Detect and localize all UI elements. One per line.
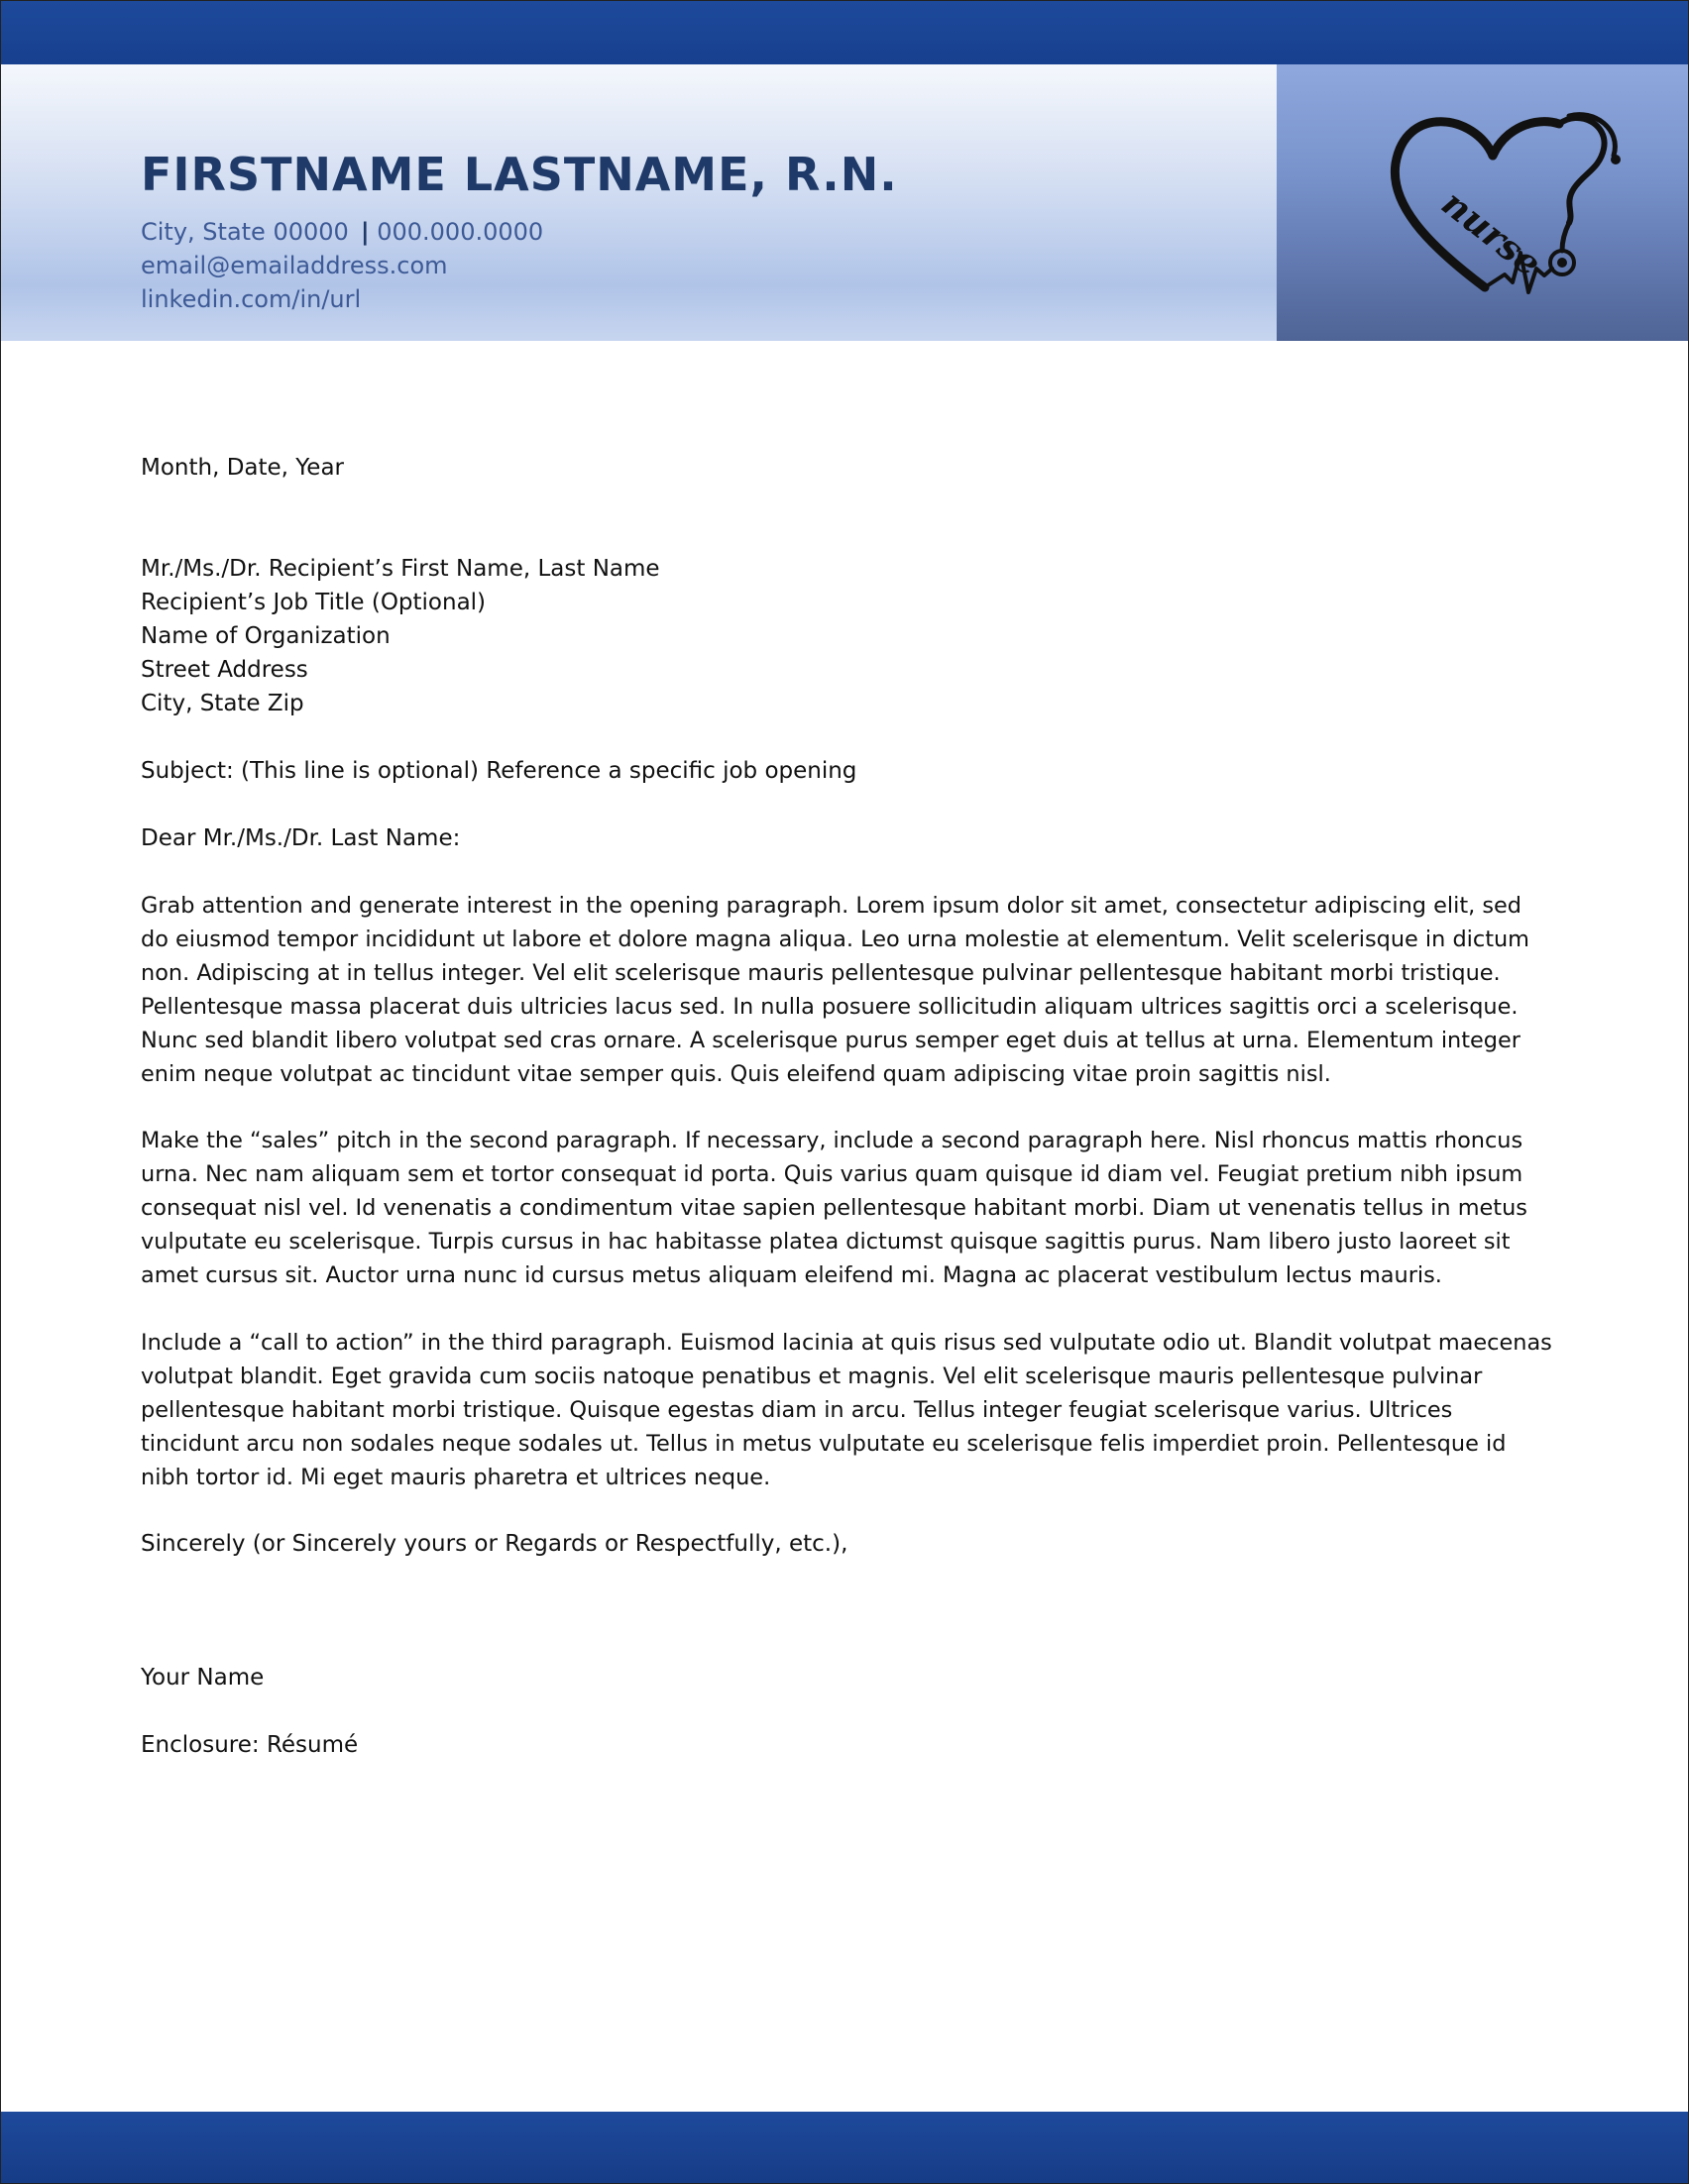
heart-stethoscope-icon [1366,94,1624,312]
top-accent-bar [1,1,1688,64]
logo-panel [1277,64,1688,341]
recipient-street: Street Address [141,657,308,683]
recipient-city: City, State Zip [141,691,304,716]
paragraph-line: Nunc sed blandit libero volutpat sed cras ornare. A scelerisque purus semper eget duis at tellus at urna. Elementum integer [141,1028,1520,1053]
paragraph-line: tincidunt arcu non sodales neque sodales ut. Tellus in metus vulputate eu scelerisque felis imperdiet proin. Pellentesque id [141,1431,1507,1457]
paragraph-line: Pellentesque massa placerat duis ultricies lacus sed. In nulla posuere sollicitudin aliquam ultrices sagittis orci a scelerisque. [141,994,1519,1020]
paragraph-line: vulputate eu scelerisque. Turpis cursus in hac habitasse platea dictumst quisque sagittis purus. Nam libero justo laoreet sit [141,1229,1511,1255]
phone-text: 000.000.0000 [377,218,544,246]
email-link[interactable]: email@emailaddress.com [141,252,448,279]
paragraph-line: Grab attention and generate interest in the opening paragraph. Lorem ipsum dolor sit amet, consectetur adipiscing elit, sed [141,893,1521,919]
paragraph-line: Make the “sales” pitch in the second paragraph. If necessary, include a second paragraph here. Nisl rhoncus mattis rhoncus [141,1128,1523,1153]
paragraph-line: enim neque volutpat ac tincidunt vitae semper quis. Quis eleifend quam adipiscing vitae proin sagittis nisl. [141,1061,1331,1087]
paragraph-line: urna. Nec nam aliquam sem et tortor consequat id porta. Quis varius quam quisque id diam vel. Feugiat pretium nibh ipsum [141,1161,1523,1187]
bottom-accent-bar [1,2112,1688,2183]
subject-line: Subject: (This line is optional) Reference a specific job opening [141,758,857,784]
enclosure-note: Enclosure: Résumé [141,1732,359,1758]
paragraph-line: amet cursus sit. Auctor urna nunc id cursus metus aliquam eleifend mi. Magna ac placerat vestibulum lectus mauris. [141,1262,1442,1288]
paragraph-line: do eiusmod tempor incididunt ut labore et dolore magna aliqua. Leo urna molestie at elementum. Velit scelerisque in dictum [141,927,1529,952]
contact-line-location-phone [141,218,543,246]
applicant-name: FIRSTNAME LASTNAME, R.N. [141,148,898,201]
paragraph-opening [141,889,1548,1091]
paragraph-line: nibh tortor id. Mi eget mauris pharetra et ultrices neque. [141,1465,771,1490]
contact-separator: | [360,218,370,246]
recipient-block [141,552,660,720]
recipient-organization: Name of Organization [141,623,391,649]
location-text: City, State 00000 [141,218,349,246]
paragraph-line: consequat nisl vel. Id venenatis a condimentum vitae sapien pellentesque habitant morbi. Diam ut venenatis tellus in metus [141,1195,1527,1221]
paragraph-pitch [141,1124,1548,1292]
paragraph-line: volutpat blandit. Eget gravida cum sociis natoque penatibus et magnis. Vel elit scelerisque mauris pellentesque pulvinar [141,1364,1483,1389]
linkedin-link[interactable]: linkedin.com/in/url [141,285,362,313]
paragraph-line: pellentesque habitant morbi tristique. Quisque egestas diam in arcu. Tellus integer feugiat scelerisque varius. Ultrices [141,1397,1453,1423]
letter-date: Month, Date, Year [141,455,345,481]
recipient-name: Mr./Ms./Dr. Recipient’s First Name, Last Name [141,556,660,582]
paragraph-line: Include a “call to action” in the third paragraph. Euismod lacinia at quis risus sed vulputate odio ut. Blandit volutpat maecenas [141,1330,1552,1356]
signature-name: Your Name [141,1665,265,1691]
logo-script-text: nurse [1433,181,1549,285]
recipient-title: Recipient’s Job Title (Optional) [141,590,487,615]
paragraph-line: non. Adipiscing at in tellus integer. Vel elit scelerisque mauris pellentesque pulvinar pellentesque habitant morbi tristique. [141,960,1501,986]
paragraph-call-to-action [141,1326,1552,1494]
salutation: Dear Mr./Ms./Dr. Last Name: [141,825,461,851]
closing: Sincerely (or Sincerely yours or Regards or Respectfully, etc.), [141,1531,848,1557]
